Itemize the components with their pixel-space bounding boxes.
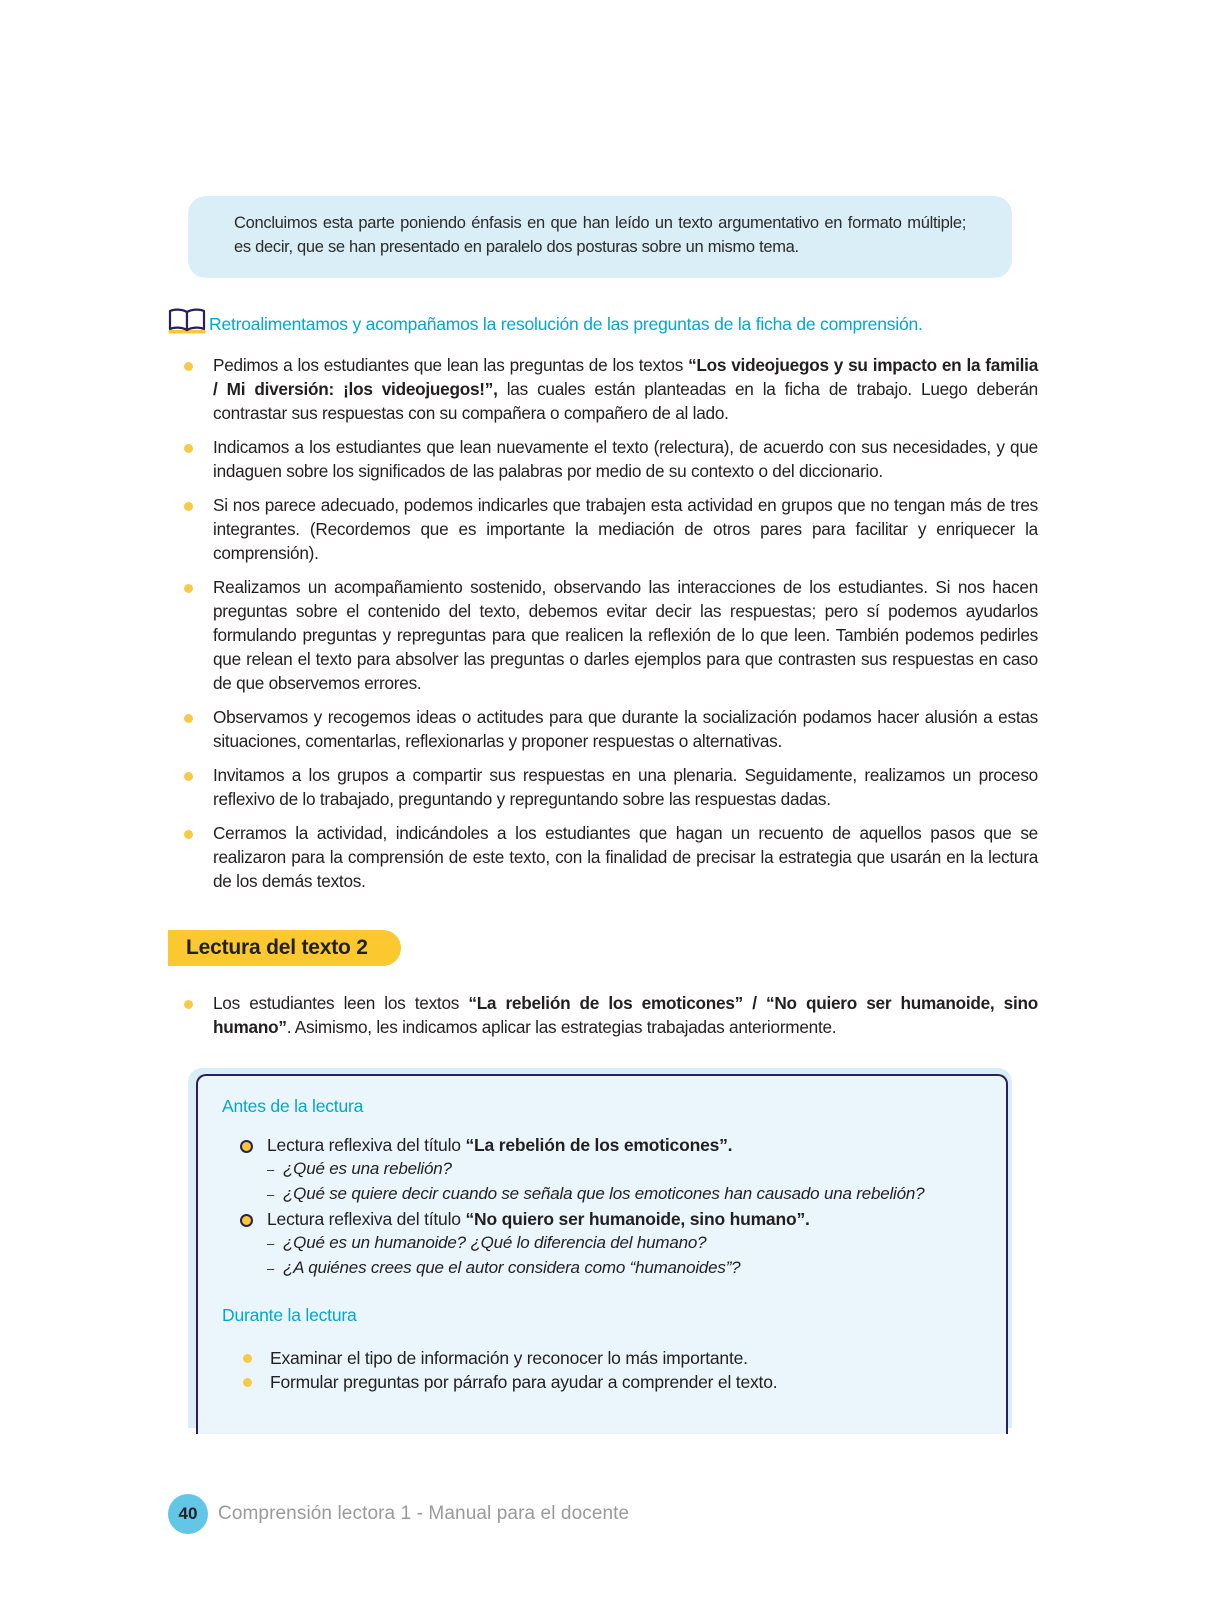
list-item — [184, 821, 1038, 893]
bullet-dot-icon — [184, 830, 193, 839]
list-item-text: Pedimos a los estudiantes que lean las preguntas de los textos — [213, 355, 689, 375]
question-text: ¿Qué es una rebelión? — [283, 1159, 452, 1178]
ring-bullet-icon — [240, 1140, 253, 1153]
question-text: ¿Qué se quiere decir cuando se señala que los emoticones han causado una rebelión? — [283, 1184, 925, 1203]
list-item-text: Cerramos la actividad, indicándoles a los estudiantes que hagan un recuento de aquellos pasos que se realizaron para la comprensión de este texto, con la finalidad de precisar la estrategia que usarán en la lectura de los demás textos. — [213, 823, 1038, 891]
before-reading-list — [240, 1133, 980, 1281]
list-item-text: Examinar el tipo de información y reconocer lo más importante. — [270, 1348, 748, 1368]
before-reading-title: Antes de la lectura — [222, 1096, 364, 1116]
bullet-dot-icon — [184, 772, 193, 781]
list-item — [184, 353, 1038, 425]
bullet-dot-icon — [184, 362, 193, 371]
bullet-dot-icon — [184, 1000, 193, 1009]
question-text: ¿A quiénes crees que el autor considera como “humanoides”? — [283, 1258, 741, 1277]
list-item-text: Formular preguntas por párrafo para ayudar a comprender el texto. — [270, 1372, 778, 1392]
bullet-dot-icon — [243, 1378, 252, 1387]
list-item-text: las cuales están planteadas en la ficha de trabajo. Luego deberán contrastar sus respuestas con su compañera o compañero de al lado. — [213, 379, 1038, 423]
question-item — [240, 1231, 980, 1256]
list-item-text: Lectura reflexiva del título — [267, 1209, 466, 1229]
list-item-bold-title: “La rebelión de los emoticones”. — [465, 1135, 733, 1155]
list-item — [243, 1370, 943, 1394]
dash-icon: – — [267, 1187, 275, 1202]
question-item — [240, 1182, 980, 1207]
section-tab-lectura-2: Lectura del texto 2 — [168, 930, 401, 966]
list-item-text: Si nos parece adecuado, podemos indicarles que trabajen esta actividad en grupos que no tengan más de tres integrantes. (Recordemos que es importante la mediación de otros pares para facilitar y enriquecer la comprensión). — [213, 495, 1038, 563]
list-item-text: Los estudiantes leen los textos — [213, 993, 469, 1013]
list-item-bold-title: “Los videojuegos y su impacto en la familia / Mi diversión: ¡los videojuegos!”, — [213, 355, 1039, 399]
dash-icon: – — [267, 1236, 275, 1251]
list-item-text: . Asimismo, les indicamos aplicar las estrategias trabajadas anteriormente. — [286, 1017, 837, 1037]
list-item — [240, 1133, 980, 1157]
question-item — [240, 1256, 980, 1281]
lectura-2-bullet-list — [184, 991, 1038, 1049]
list-item — [184, 763, 1038, 811]
dash-icon: – — [267, 1162, 275, 1177]
list-item-text: Observamos y recogemos ideas o actitudes para que durante la socialización podamos hacer alusión a estas situaciones, comentarlas, reflexionarlas y proponer respuestas o alternativas. — [213, 707, 1038, 751]
bullet-dot-icon — [184, 584, 193, 593]
ring-bullet-icon — [240, 1214, 253, 1227]
list-item-text: Indicamos a los estudiantes que lean nuevamente el texto (relectura), de acuerdo con sus necesidades, y que indaguen sobre los significados de las palabras por medio de su contexto o del diccionario. — [213, 437, 1038, 481]
list-item-text: Lectura reflexiva del título — [267, 1135, 466, 1155]
page-footer — [168, 1494, 629, 1534]
list-item — [184, 705, 1038, 753]
bullet-dot-icon — [184, 502, 193, 511]
book-icon — [168, 308, 206, 334]
feedback-heading-text: Retroalimentamos y acompañamos la resolución de las preguntas de la ficha de comprensión. — [209, 314, 923, 334]
page-number: 40 — [168, 1494, 208, 1534]
list-item-text: Realizamos un acompañamiento sostenido, observando las interacciones de los estudiantes. Si nos hacen preguntas sobre el contenido del texto, debemos evitar decir las respuestas; pero sí podemos ayudarlos formulando preguntas y repreguntas para que realicen la reflexión de lo que leen. También podemos pedirles que relean el texto para absolver las preguntas o darles ejemplos para que contrasten sus respuestas en caso de que observemos errores. — [213, 577, 1038, 693]
feedback-bullet-list — [184, 353, 1038, 903]
list-item — [243, 1346, 943, 1370]
list-item-bold-title: “La rebelión de los emoticones” / “No quiero ser humanoide, sino humano” — [213, 993, 1039, 1037]
footer-title: Comprensión lectora 1 - Manual para el docente — [218, 1503, 630, 1524]
list-item-text: Invitamos a los grupos a compartir sus respuestas en una plenaria. Seguidamente, realizamos un proceso reflexivo de lo trabajado, preguntando y repreguntando sobre las respuestas dadas. — [213, 765, 1038, 809]
conclusion-box — [188, 196, 1012, 278]
bullet-dot-icon — [184, 714, 193, 723]
list-item — [184, 575, 1038, 695]
conclusion-text: Concluimos esta parte poniendo énfasis en que han leído un texto argumentativo en formato múltiple; es decir, que se han presentado en paralelo dos posturas sobre un mismo tema. — [234, 214, 966, 256]
list-item — [184, 493, 1038, 565]
dash-icon: – — [267, 1261, 275, 1276]
during-reading-list — [243, 1346, 943, 1394]
feedback-heading — [168, 306, 923, 335]
bullet-dot-icon — [184, 444, 193, 453]
bullet-dot-icon — [243, 1354, 252, 1363]
during-reading-title: Durante la lectura — [222, 1305, 357, 1325]
list-item-bold-title: “No quiero ser humanoide, sino humano”. — [465, 1209, 810, 1229]
list-item — [184, 435, 1038, 483]
list-item — [184, 991, 1038, 1039]
question-text: ¿Qué es un humanoide? ¿Qué lo diferencia del humano? — [283, 1233, 707, 1252]
list-item — [240, 1207, 980, 1231]
question-item — [240, 1157, 980, 1182]
